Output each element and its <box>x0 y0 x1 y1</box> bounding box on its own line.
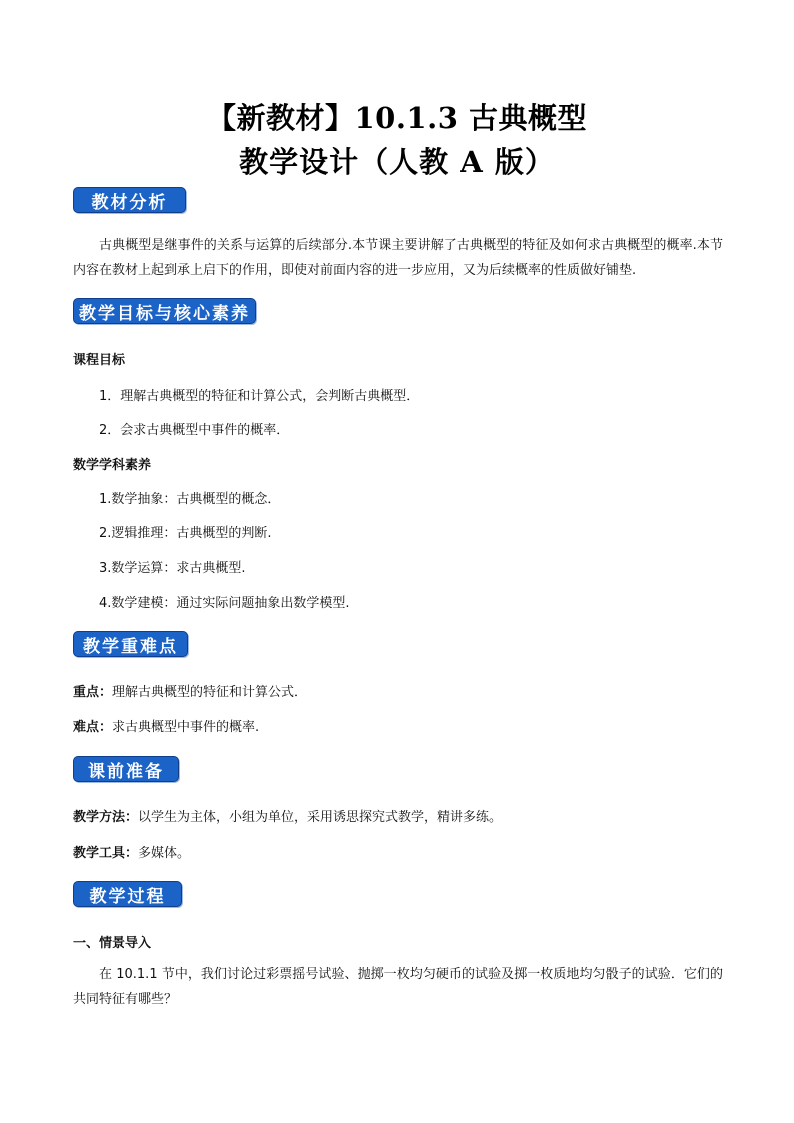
course-goal-item: 2．会求古典概型中事件的概率． <box>99 423 290 438</box>
section-badge-analysis: 教材分析 <box>73 187 186 213</box>
step1-paragraph: 在 10.1.1 节中，我们讨论过彩票摇号试验、抛掷一枚均匀硬币的试验及掷一枚质地均匀骰子的试验．它们的共同特征有哪些？ <box>73 967 723 1007</box>
section-badge-prep: 课前准备 <box>73 756 179 782</box>
teaching-tool-line <box>73 842 190 861</box>
hard-point-label: 难点： <box>73 720 113 735</box>
teaching-method-text: 以学生为主体，小组为单位，采用诱思探究式教学，精讲多练。 <box>138 810 503 825</box>
hard-point-line <box>73 716 259 735</box>
teaching-tool-text: 多媒体。 <box>138 846 191 861</box>
literacy-item: 3.数学运算：求古典概型. <box>99 561 246 576</box>
key-point-label: 重点： <box>73 685 113 700</box>
step1-heading: 一、情景导入 <box>73 936 152 951</box>
doc-title-line1: 【新教材】10.1.3 古典概型 <box>206 101 587 135</box>
section-badge-goals: 教学目标与核心素养 <box>73 298 256 324</box>
course-goals-heading: 课程目标 <box>73 353 126 368</box>
literacy-item: 2.逻辑推理：古典概型的判断. <box>99 526 272 541</box>
literacy-item: 4.数学建模：通过实际问题抽象出数学模型. <box>99 596 350 611</box>
analysis-paragraph: 古典概型是继事件的关系与运算的后续部分.本节课主要讲解了古典概型的特征及如何求古典概型的概率.本节内容在教材上起到承上启下的作用，即使对前面内容的进一步应用，又为后续概率的性质做好铺垫. <box>73 238 723 278</box>
key-point-text: 理解古典概型的特征和计算公式． <box>112 685 308 700</box>
course-goal-item: 1．理解古典概型的特征和计算公式，会判断古典概型． <box>99 389 420 404</box>
literacy-heading: 数学学科素养 <box>73 458 152 473</box>
teaching-method-label: 教学方法： <box>73 810 139 825</box>
teaching-tool-label: 教学工具： <box>73 846 139 861</box>
hard-point-text: 求古典概型中事件的概率. <box>112 720 260 735</box>
teaching-method-line <box>73 806 502 825</box>
section-badge-keypoints: 教学重难点 <box>73 631 188 657</box>
doc-title-line2: 教学设计（人教 A 版） <box>239 145 555 179</box>
literacy-item: 1.数学抽象：古典概型的概念． <box>99 492 281 507</box>
key-point-line <box>73 681 307 700</box>
section-badge-process: 教学过程 <box>73 881 182 907</box>
